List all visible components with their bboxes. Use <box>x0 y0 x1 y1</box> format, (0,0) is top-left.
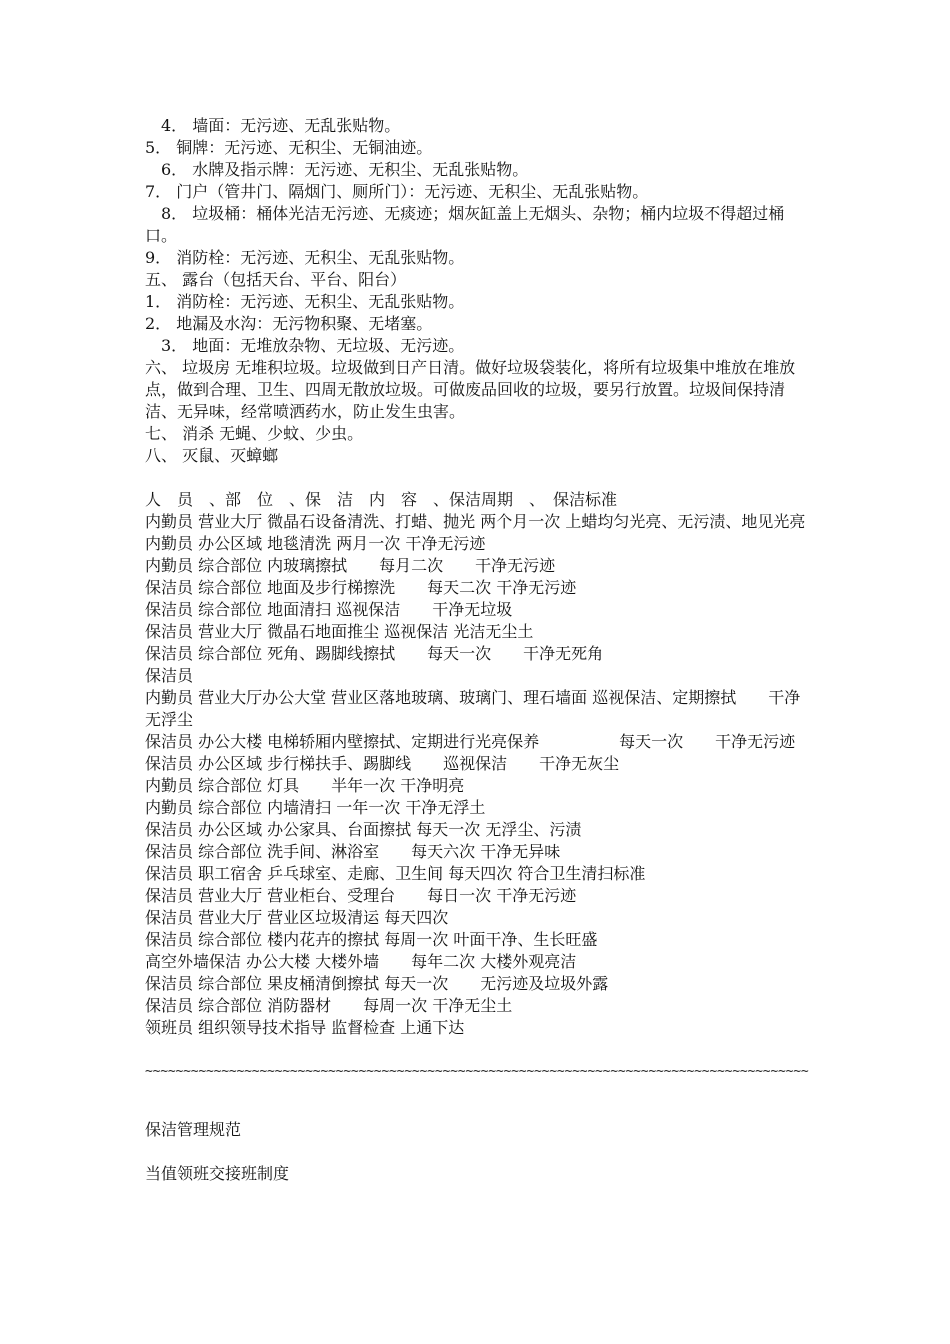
text-line: 内勤员 综合部位 内玻璃擦拭 每月二次 干净无污迹 <box>145 556 556 575</box>
text-line: 六、 垃圾房 无堆积垃圾。垃圾做到日产日清。做好垃圾袋装化，将所有垃圾集中堆放在堆放点，做到合理、卫生、四周无散放垃圾。可做废品回收的垃圾，要另行放置。垃圾间保持清洁、无异味，经常喷洒药水，防止发生虫害。 <box>145 358 796 421</box>
text-line: 保洁员 综合部位 消防器材 每周一次 干净无尘土 <box>145 996 513 1015</box>
text-line: 3． 地面：无堆放杂物、无垃圾、无污迹。 <box>145 336 465 355</box>
text-line: 保洁员 综合部位 地面及步行梯擦洗 每天二次 干净无污迹 <box>145 578 577 597</box>
section-heading-cleaning-management: 保洁管理规范 <box>145 1120 242 1139</box>
text-line: 内勤员 营业大厅 微晶石设备清洗、打蜡、抛光 两个月一次 上蜡均匀光亮、无污渍、地见光亮 <box>145 512 806 531</box>
cleaning-standards-list <box>145 115 815 467</box>
text-line: 保洁员 综合部位 地面清扫 巡视保洁 干净无垃圾 <box>145 600 513 619</box>
text-line: 保洁员 办公大楼 电梯轿厢内壁擦拭、定期进行光亮保养 每天一次 干净无污迹 <box>145 732 796 751</box>
spacer <box>145 467 815 489</box>
text-line: 保洁员 综合部位 楼内花卉的擦拭 每周一次 叶面干净、生长旺盛 <box>145 930 598 949</box>
spacer <box>145 1141 815 1163</box>
separator-line: ~~~~~~~~~~~~~~~~~~~~~~~~~~~~~~~~~~~~~~~~~~~~~~~~~~~~~~~~~~~~~~~~~~~~~~~~~~~~~~~~~~~~~~~ <box>145 1064 809 1079</box>
text-line: 人 员 、部 位 、保 洁 内 容 、保洁周期 、 保洁标准 <box>145 490 618 509</box>
text-line: 五、 露台（包括天台、平台、阳台） <box>145 270 407 289</box>
text-line: 9． 消防栓：无污迹、无积尘、无乱张贴物。 <box>145 248 465 267</box>
text-line: 保洁员 <box>145 666 194 685</box>
text-line: 高空外墙保洁 办公大楼 大楼外墙 每年二次 大楼外观亮洁 <box>145 952 577 971</box>
text-line: 5． 铜牌：无污迹、无积尘、无铜油迹。 <box>145 138 433 157</box>
text-line: 保洁员 职工宿舍 乒乓球室、走廊、卫生间 每天四次 符合卫生清扫标准 <box>145 864 646 883</box>
text-line: 内勤员 办公区域 地毯清洗 两月一次 干净无污迹 <box>145 534 486 553</box>
cleaning-schedule-list <box>145 489 815 1039</box>
text-line: 内勤员 综合部位 灯具 半年一次 干净明亮 <box>145 776 465 795</box>
text-line: 6． 水牌及指示牌：无污迹、无积尘、无乱张贴物。 <box>145 160 529 179</box>
spacer <box>145 1039 815 1061</box>
text-line: 保洁员 综合部位 洗手间、淋浴室 每天六次 干净无异味 <box>145 842 561 861</box>
text-line: 七、 消杀 无蝇、少蚊、少虫。 <box>145 424 364 443</box>
text-line: 保洁员 营业大厅 微晶石地面推尘 巡视保洁 光洁无尘土 <box>145 622 534 641</box>
text-line: 保洁员 办公区域 步行梯扶手、踢脚线 巡视保洁 干净无灰尘 <box>145 754 620 773</box>
text-line: 保洁员 综合部位 果皮桶清倒擦拭 每天一次 无污迹及垃圾外露 <box>145 974 609 993</box>
document-page <box>145 115 815 1185</box>
text-line: 保洁员 营业大厅 营业区垃圾清运 每天四次 <box>145 908 449 927</box>
text-line: 1． 消防栓：无污迹、无积尘、无乱张贴物。 <box>145 292 465 311</box>
spacer <box>145 1083 815 1105</box>
text-line: 4． 墙面：无污迹、无乱张贴物。 <box>145 116 401 135</box>
text-line: 内勤员 综合部位 内墙清扫 一年一次 干净无浮土 <box>145 798 486 817</box>
text-line: 7． 门户（管井门、隔烟门、厕所门）：无污迹、无积尘、无乱张贴物。 <box>145 182 649 201</box>
text-line: 8． 垃圾桶：桶体光洁无污迹、无痰迹；烟灰缸盖上无烟头、杂物；桶内垃圾不得超过桶口。 <box>145 204 785 245</box>
text-line: 内勤员 营业大厅办公大堂 营业区落地玻璃、玻璃门、理石墙面 巡视保洁、定期擦拭 干净无浮尘 <box>145 688 801 729</box>
text-line: 保洁员 综合部位 死角、踢脚线擦拭 每天一次 干净无死角 <box>145 644 604 663</box>
text-line: 八、 灭鼠、灭蟑螂 <box>145 446 279 465</box>
text-line: 领班员 组织领导技术指导 监督检查 上通下达 <box>145 1018 465 1037</box>
section-heading-shift-handover: 当值领班交接班制度 <box>145 1164 290 1183</box>
text-line: 保洁员 营业大厅 营业柜台、受理台 每日一次 干净无污迹 <box>145 886 577 905</box>
text-line: 2． 地漏及水沟：无污物积聚、无堵塞。 <box>145 314 433 333</box>
text-line: 保洁员 办公区域 办公家具、台面擦拭 每天一次 无浮尘、污渍 <box>145 820 582 839</box>
